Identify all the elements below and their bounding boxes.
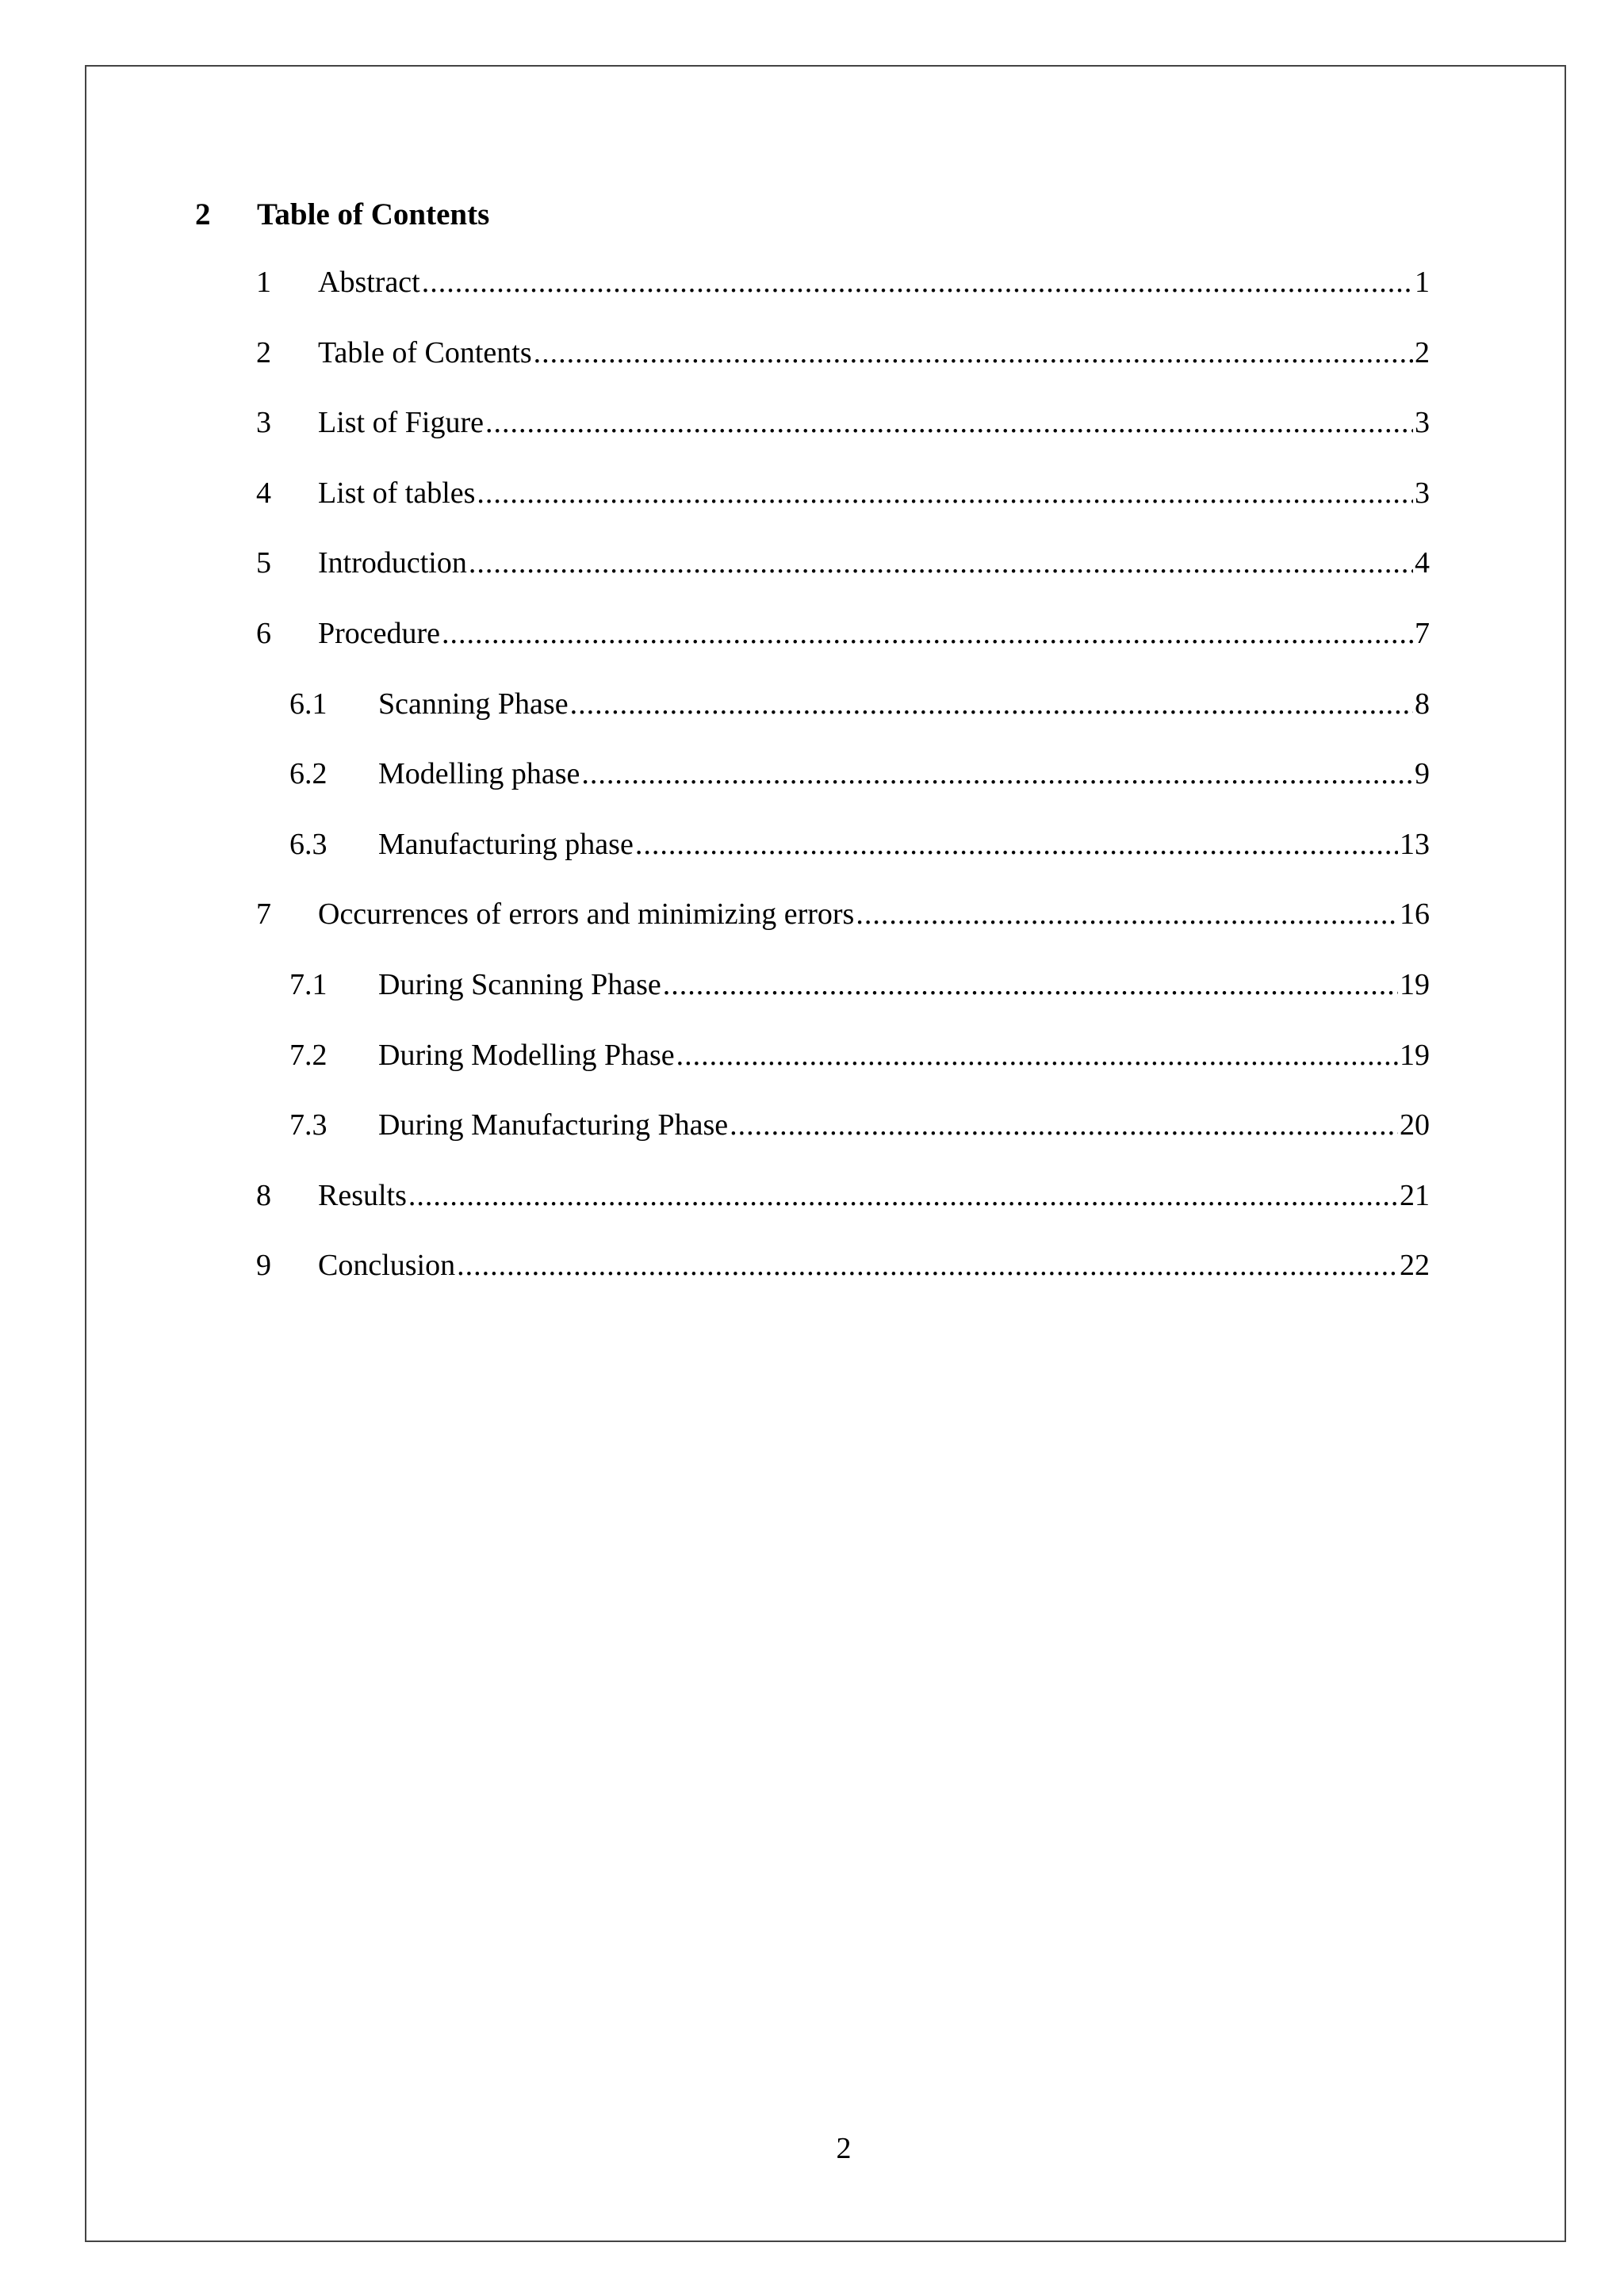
toc-entry-page: 13 bbox=[1400, 827, 1430, 861]
toc-dot-leader bbox=[730, 1103, 1398, 1147]
toc-dot-leader bbox=[477, 471, 1413, 515]
page-border bbox=[85, 65, 1566, 2242]
toc-entry-page: 19 bbox=[1400, 1038, 1430, 1072]
toc-entry-number: 4 bbox=[256, 476, 271, 510]
toc-entry-page: 3 bbox=[1415, 476, 1430, 510]
page-number: 2 bbox=[836, 2132, 852, 2165]
toc-dot-leader bbox=[663, 962, 1398, 1007]
toc-dot-leader bbox=[469, 541, 1413, 585]
toc-entry[interactable] bbox=[0, 892, 1624, 936]
toc-entry-title: Introduction bbox=[318, 546, 467, 580]
toc-entry-number: 7.3 bbox=[289, 1108, 327, 1142]
toc-entry-number: 2 bbox=[256, 335, 271, 369]
toc-entry-title: Conclusion bbox=[318, 1249, 456, 1283]
toc-entry[interactable] bbox=[0, 331, 1624, 375]
toc-entry-title: Modelling phase bbox=[378, 757, 580, 791]
toc-entry-number: 7.1 bbox=[289, 968, 327, 1001]
toc-entry-title: Occurrences of errors and minimizing errors bbox=[318, 897, 855, 932]
toc-entry[interactable] bbox=[0, 962, 1624, 1007]
toc-entry[interactable] bbox=[0, 260, 1624, 304]
toc-entry[interactable] bbox=[0, 1033, 1624, 1077]
toc-entry[interactable] bbox=[0, 471, 1624, 515]
toc-entry-number: 7 bbox=[256, 897, 271, 932]
toc-entry[interactable] bbox=[0, 1103, 1624, 1147]
toc-entry[interactable] bbox=[0, 611, 1624, 656]
toc-entry-number: 8 bbox=[256, 1178, 271, 1212]
section-heading-number: 2 bbox=[195, 197, 211, 232]
toc-entry-page: 19 bbox=[1400, 968, 1430, 1001]
toc-entry-page: 7 bbox=[1415, 617, 1430, 650]
toc-entry-number: 5 bbox=[256, 546, 271, 580]
toc-entry-title: Abstract bbox=[318, 266, 420, 299]
toc-entry-number: 6 bbox=[256, 617, 271, 650]
toc-entry[interactable] bbox=[0, 400, 1624, 445]
toc-entry-number: 6.2 bbox=[289, 757, 327, 791]
toc-entry[interactable] bbox=[0, 822, 1624, 867]
toc-entry[interactable] bbox=[0, 682, 1624, 726]
toc-entry-title: Results bbox=[318, 1178, 407, 1212]
section-heading bbox=[195, 196, 489, 234]
toc-entry-title: During Modelling Phase bbox=[378, 1038, 675, 1072]
toc-entry-number: 6.3 bbox=[289, 827, 327, 861]
toc-entry-number: 3 bbox=[256, 406, 271, 440]
toc-entry-page: 21 bbox=[1400, 1178, 1430, 1212]
toc-entry-page: 9 bbox=[1415, 757, 1430, 791]
toc-dot-leader bbox=[570, 682, 1413, 726]
toc-entry-title: Scanning Phase bbox=[378, 687, 569, 721]
toc-dot-leader bbox=[422, 260, 1413, 304]
toc-entry[interactable] bbox=[0, 1173, 1624, 1218]
toc-entry-page: 4 bbox=[1415, 546, 1430, 580]
toc-entry-number: 6.1 bbox=[289, 687, 327, 721]
toc-dot-leader bbox=[442, 611, 1413, 656]
toc-entry[interactable] bbox=[0, 541, 1624, 585]
toc-entry-number: 9 bbox=[256, 1249, 271, 1283]
toc-entry-page: 20 bbox=[1400, 1108, 1430, 1142]
toc-entry-number: 7.2 bbox=[289, 1038, 327, 1072]
toc-entry[interactable] bbox=[0, 1243, 1624, 1288]
toc-dot-leader bbox=[534, 331, 1413, 375]
toc-entry-title: During Manufacturing Phase bbox=[378, 1108, 729, 1142]
section-heading-title: Table of Contents bbox=[257, 197, 490, 232]
toc-entry-title: List of Figure bbox=[318, 406, 484, 440]
toc-entry-page: 3 bbox=[1415, 406, 1430, 440]
toc-entry-title: Table of Contents bbox=[318, 335, 532, 369]
toc-entry-number: 1 bbox=[256, 266, 271, 299]
toc-entry-title: Manufacturing phase bbox=[378, 827, 634, 861]
toc-dot-leader bbox=[581, 752, 1413, 796]
toc-dot-leader bbox=[408, 1173, 1398, 1218]
toc-entry-title: During Scanning Phase bbox=[378, 968, 661, 1001]
toc-entry-page: 16 bbox=[1400, 897, 1430, 932]
toc-dot-leader bbox=[635, 822, 1398, 867]
toc-entry-page: 1 bbox=[1415, 266, 1430, 299]
toc-entry-page: 2 bbox=[1415, 335, 1430, 369]
toc-entry-page: 22 bbox=[1400, 1249, 1430, 1283]
toc-entry-title: Procedure bbox=[318, 617, 441, 650]
toc-entry-title: List of tables bbox=[318, 476, 476, 510]
toc-dot-leader bbox=[856, 892, 1398, 936]
toc-entry[interactable] bbox=[0, 752, 1624, 796]
toc-dot-leader bbox=[485, 400, 1413, 445]
toc-entry-page: 8 bbox=[1415, 687, 1430, 721]
toc-dot-leader bbox=[457, 1243, 1398, 1288]
toc-dot-leader bbox=[676, 1033, 1398, 1077]
